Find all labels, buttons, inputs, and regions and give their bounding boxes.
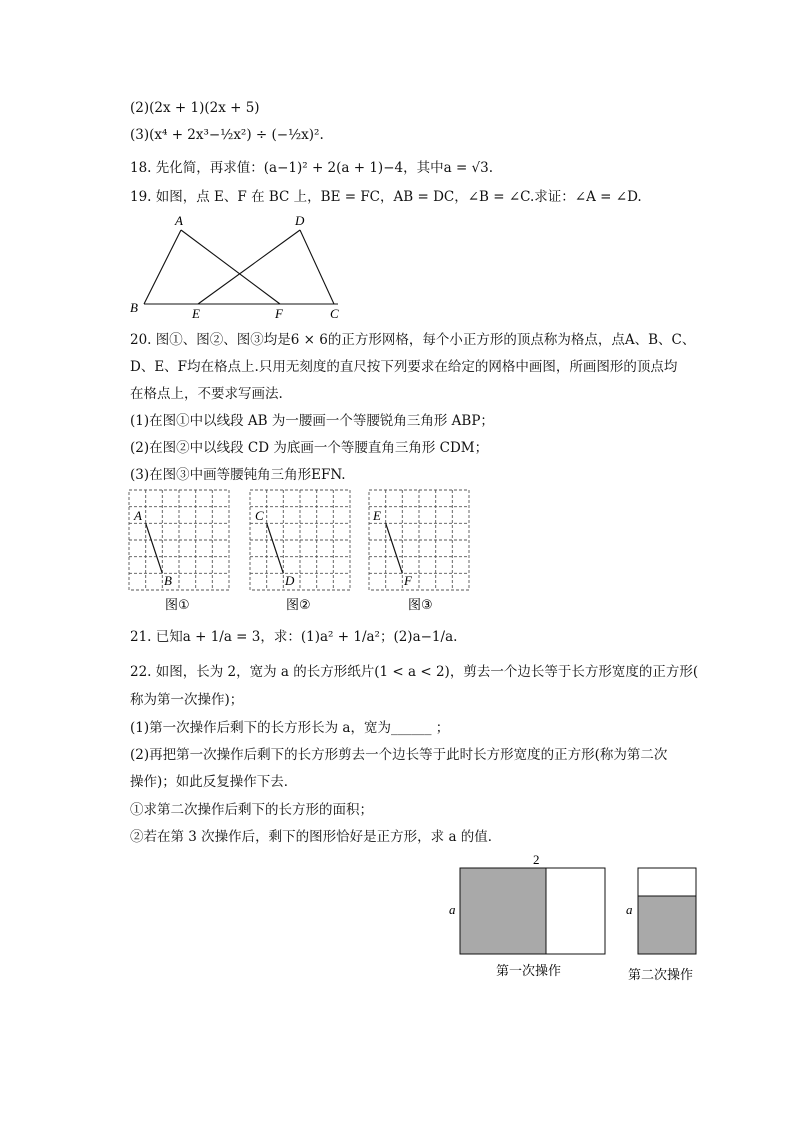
grid3-point-e: E bbox=[373, 508, 381, 523]
problem-22-part-2a: (2)再把第一次操作后剩下的长方形剪去一个边长等于此时长方形宽度的正方形(称为第二次 bbox=[130, 747, 668, 763]
problem-21: 21. 已知a + 1/a = 3，求：(1)a² + 1/a²；(2)a−1/a. bbox=[130, 629, 458, 645]
operation-2-figure bbox=[620, 848, 710, 988]
problem-22-line-1: 22. 如图，长为 2，宽为 a 的长方形纸片(1 < a < 2)，剪去一个边长等于长方形宽度的正方形( bbox=[130, 664, 699, 680]
operation-2-caption: 第二次操作 bbox=[628, 968, 694, 983]
point-c-label: C bbox=[330, 306, 339, 321]
problem-20-part-3: (3)在图③中画等腰钝角三角形EFN. bbox=[130, 467, 346, 483]
grid1-point-b: B bbox=[164, 573, 172, 588]
point-d-label: D bbox=[295, 213, 305, 228]
problem-20-part-1: (1)在图①中以线段 AB 为一腰画一个等腰锐角三角形 ABP； bbox=[130, 413, 494, 429]
problem-17-2: (2)(2x + 1)(2x + 5) bbox=[130, 100, 260, 116]
grid1-caption: 图① bbox=[165, 598, 190, 613]
operation-1-figure bbox=[440, 848, 620, 983]
point-e-label: E bbox=[192, 306, 200, 321]
segment-ba bbox=[144, 230, 181, 304]
problem-19: 19. 如图，点 E、F 在 BC 上，BE = FC，AB = DC，∠B = ∠C.求证：∠A = ∠D. bbox=[130, 189, 642, 205]
point-f-label: F bbox=[275, 306, 283, 321]
problem-22-question-2: ②若在第 3 次操作后，剩下的图形恰好是正方形，求 a 的值． bbox=[130, 829, 502, 845]
point-b-label: B bbox=[130, 300, 138, 315]
segment-af bbox=[181, 230, 280, 304]
segment-dc bbox=[300, 230, 334, 304]
problem-22-line-2: 称为第一次操作)； bbox=[130, 692, 244, 708]
width-label: a bbox=[449, 902, 456, 917]
segment-ef bbox=[386, 523, 403, 573]
problem-22-part-1: (1)第一次操作后剩下的长方形长为 a，宽为______ ； bbox=[130, 720, 450, 736]
grid2-caption: 图② bbox=[286, 598, 311, 613]
operation-2-cut-square bbox=[638, 896, 696, 954]
remaining-rectangle bbox=[546, 868, 605, 954]
problem-20-line-2: D、E、F均在格点上.只用无刻度的直尺按下列要求在给定的网格中画图，所画图形的顶点均 bbox=[130, 359, 678, 375]
segment-cd bbox=[267, 523, 284, 573]
grid2-point-d: D bbox=[285, 573, 295, 588]
triangle-figure-19 bbox=[128, 212, 348, 322]
problem-20-line-1: 20. 图①、图②、图③均是6 × 6的正方形网格，每个小正方形的顶点称为格点，点A、B、C、 bbox=[130, 332, 696, 348]
grid1-point-a: A bbox=[134, 508, 142, 523]
cut-square bbox=[460, 868, 546, 954]
problem-22-question-1: ①求第二次操作后剩下的长方形的面积； bbox=[130, 802, 373, 818]
grid-figure-1 bbox=[128, 488, 232, 614]
length-label: 2 bbox=[533, 852, 540, 867]
segment-ed bbox=[198, 230, 300, 304]
problem-20-line-3: 在格点上，不要求写画法. bbox=[130, 386, 283, 402]
problem-20-part-2: (2)在图②中以线段 CD 为底画一个等腰直角三角形 CDM； bbox=[130, 440, 489, 456]
segment-ab bbox=[146, 523, 163, 573]
grid3-point-f: F bbox=[404, 573, 412, 588]
problem-17-3: (3)(x⁴ + 2x³−½x²) ÷ (−½x)². bbox=[130, 127, 324, 143]
point-a-label: A bbox=[175, 213, 183, 228]
width-label-2: a bbox=[626, 902, 633, 917]
grid2-point-c: C bbox=[255, 508, 264, 523]
problem-22-part-2b: 操作)；如此反复操作下去． bbox=[130, 774, 298, 790]
grid-figure-3 bbox=[368, 488, 472, 614]
operation-1-caption: 第一次操作 bbox=[496, 964, 562, 979]
grid-figure-2 bbox=[249, 488, 353, 614]
grid3-caption: 图③ bbox=[408, 598, 433, 613]
problem-18: 18. 先化简，再求值：(a−1)² + 2(a + 1)−4，其中a = √3. bbox=[130, 160, 494, 176]
